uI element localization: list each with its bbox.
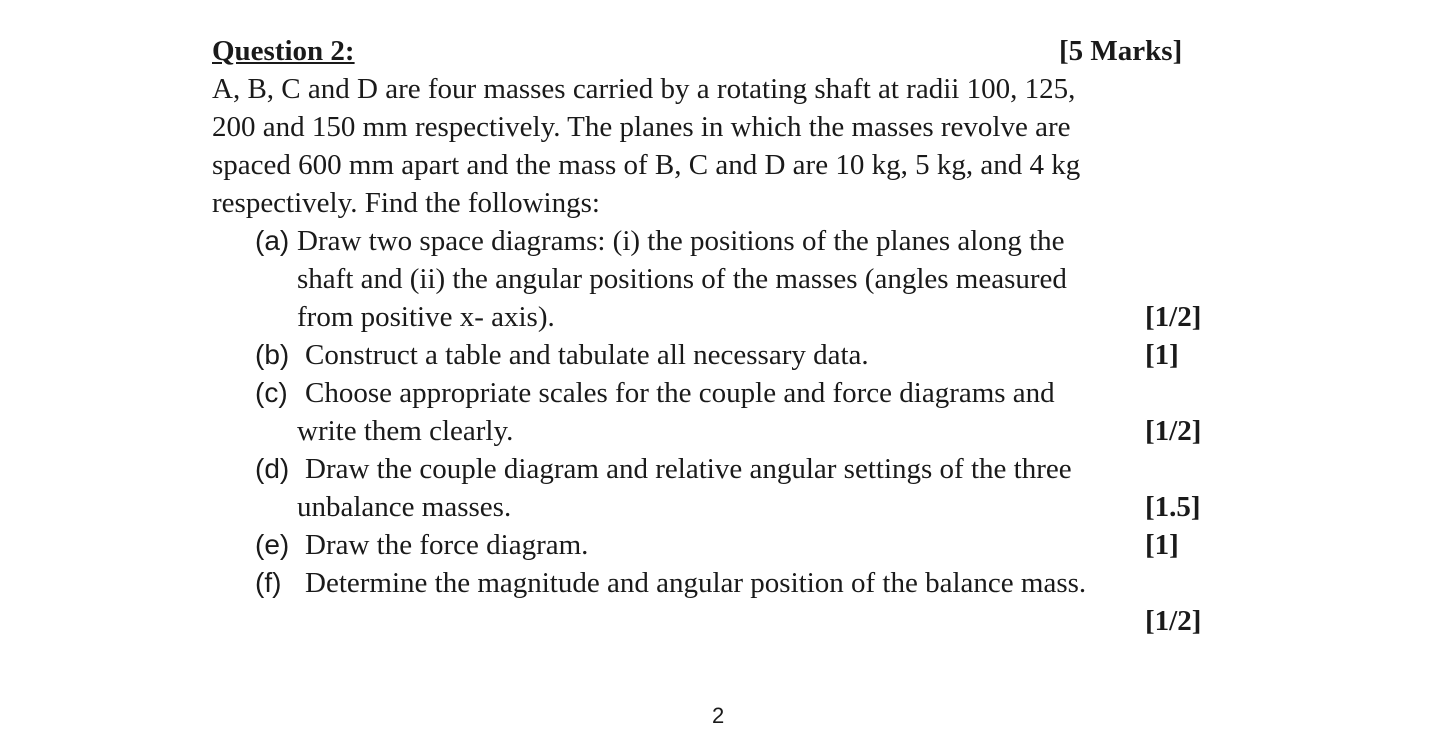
- sub-question-label: (f): [255, 567, 282, 598]
- sub-question-text: write them clearly.: [297, 415, 514, 447]
- sub-question-text: Choose appropriate scales for the couple and force diagrams and: [305, 377, 1055, 409]
- sub-question-text: Determine the magnitude and angular position of the balance mass.: [305, 567, 1087, 599]
- intro-line: 200 and 150 mm respectively. The planes in which the masses revolve are: [212, 111, 1071, 143]
- sub-question-text: Construct a table and tabulate all necessary data.: [305, 339, 869, 371]
- question-total-marks: [5 Marks]: [1059, 35, 1183, 67]
- intro-line: A, B, C and D are four masses carried by a rotating shaft at radii 100, 125,: [212, 73, 1076, 105]
- intro-line: respectively. Find the followings:: [212, 187, 600, 219]
- sub-question-text: Draw the couple diagram and relative angular settings of the three: [305, 453, 1072, 485]
- sub-question-marks: [1/2]: [1145, 605, 1202, 637]
- sub-question-text: Draw two space diagrams: (i) the positions of the planes along the: [297, 225, 1065, 257]
- page-number: 2: [712, 703, 725, 728]
- sub-question-label: (c): [255, 377, 288, 408]
- sub-question-text: from positive x- axis).: [297, 301, 555, 333]
- sub-question-label: (b): [255, 339, 290, 370]
- sub-question-marks: [1]: [1145, 339, 1179, 371]
- sub-question-text: Draw the force diagram.: [305, 529, 589, 561]
- question-title: Question 2:: [212, 35, 355, 67]
- sub-question-label: (a): [255, 225, 290, 256]
- sub-question-text: shaft and (ii) the angular positions of the masses (angles measured: [297, 263, 1067, 295]
- sub-question-marks: [1]: [1145, 529, 1179, 561]
- sub-question-label: (d): [255, 453, 290, 484]
- sub-question-marks: [1/2]: [1145, 301, 1202, 333]
- sub-question-label: (e): [255, 529, 290, 560]
- sub-question-marks: [1/2]: [1145, 415, 1202, 447]
- sub-question-marks: [1.5]: [1145, 491, 1201, 523]
- intro-line: spaced 600 mm apart and the mass of B, C and D are 10 kg, 5 kg, and 4 kg: [212, 149, 1081, 181]
- sub-question-text: unbalance masses.: [297, 491, 512, 523]
